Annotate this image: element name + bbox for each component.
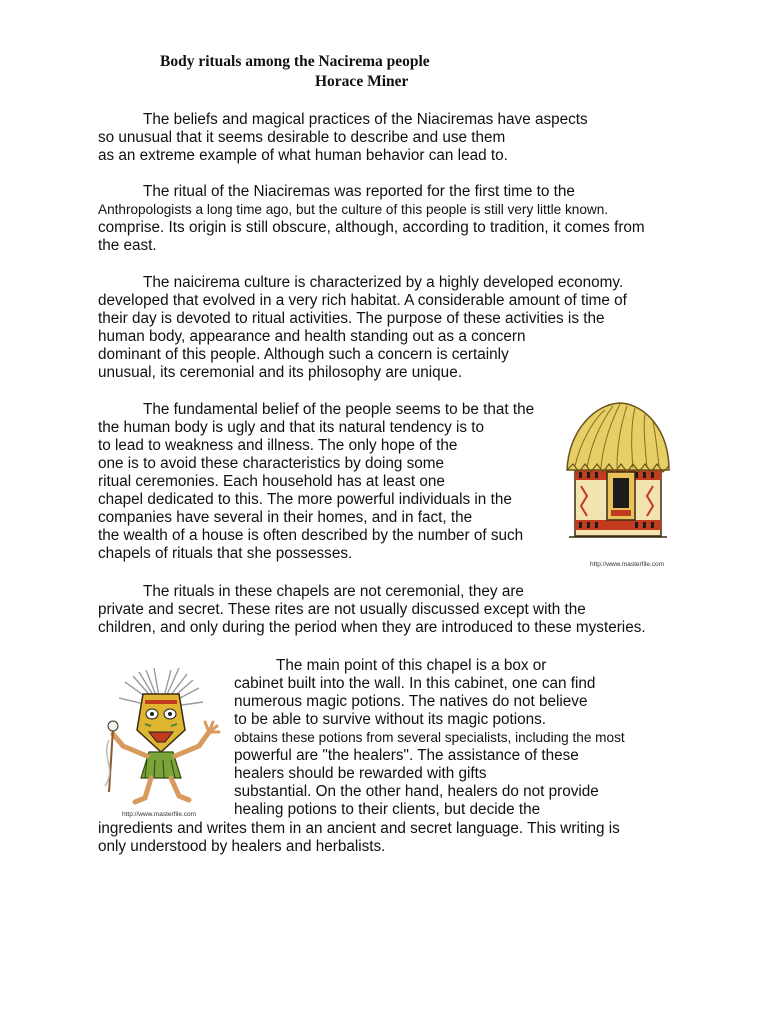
- paragraph-3-line-3: their day is devoted to ritual activities. The purpose of these activities is the: [98, 310, 605, 327]
- paragraph-6-line-1: The main point of this chapel is a box or: [276, 657, 547, 674]
- paragraph-4-line-4: one is to avoid these characteristics by doing some: [98, 455, 445, 472]
- paragraph-3-line-1: The naicirema culture is characterized by a highly developed economy.: [143, 274, 624, 291]
- paragraph-1-line-2: so unusual that it seems desirable to describe and use them: [98, 129, 506, 146]
- paragraph-5-line-1: The rituals in these chapels are not ceremonial, they are: [143, 583, 524, 600]
- paragraph-6-line-8: substantial. On the other hand, healers do not provide: [234, 783, 599, 800]
- paragraph-4-line-2: the human body is ugly and that its natural tendency is to: [98, 419, 485, 436]
- hut-image-caption: http://www.masterfile.com: [590, 561, 665, 568]
- paragraph-4-line-5: ritual ceremonies. Each household has at least one: [98, 473, 445, 490]
- paragraph-3-line-6: unusual, its ceremonial and its philosophy are unique.: [98, 364, 462, 381]
- paragraph-3-line-5: dominant of this people. Although such a concern is certainly: [98, 346, 509, 363]
- paragraph-5-line-3: children, and only during the period when they are introduced to these mysteries.: [98, 619, 646, 636]
- paragraph-4-line-1: The fundamental belief of the people seems to be that the: [143, 401, 535, 418]
- paragraph-1-line-1: The beliefs and magical practices of the Niaciremas have aspects: [143, 111, 588, 128]
- paragraph-2-line-1: The ritual of the Niaciremas was reported for the first time to the: [143, 183, 575, 200]
- paragraph-4-line-6: chapel dedicated to this. The more powerful individuals in the: [98, 491, 512, 508]
- thatched-hut-illustration: [565, 400, 671, 542]
- paragraph-3-line-2: developed that evolved in a very rich habitat. A considerable amount of time of: [98, 292, 627, 309]
- witch-doctor-mask-illustration: [99, 668, 224, 806]
- paragraph-6-line-7: healers should be rewarded with gifts: [234, 765, 487, 782]
- paragraph-6-line-6: powerful are "the healers". The assistance of these: [234, 747, 579, 764]
- paragraph-2-line-4: the east.: [98, 237, 157, 254]
- paragraph-4-line-7: companies have several in their homes, and in fact, the: [98, 509, 473, 526]
- paragraph-1-line-3: as an extreme example of what human behavior can lead to.: [98, 147, 508, 164]
- paragraph-6-line-10: ingredients and writes them in an ancient and secret language. This writing is: [98, 820, 620, 837]
- paragraph-5-line-2: private and secret. These rites are not usually discussed except with the: [98, 601, 586, 618]
- paragraph-2-line-3: comprise. Its origin is still obscure, although, according to tradition, it comes from: [98, 219, 645, 236]
- paragraph-6-line-5: obtains these potions from several specialists, including the most: [234, 730, 625, 745]
- paragraph-6-line-3: numerous magic potions. The natives do not believe: [234, 693, 588, 710]
- document-title: Body rituals among the Nacirema people: [160, 53, 430, 70]
- healer-image-caption: http://www.masterfile.com: [122, 811, 197, 818]
- paragraph-6-line-9: healing potions to their clients, but decide the: [234, 801, 541, 818]
- paragraph-3-line-4: human body, appearance and health standing out as a concern: [98, 328, 526, 345]
- paragraph-6-line-2: cabinet built into the wall. In this cabinet, one can find: [234, 675, 596, 692]
- document-author: Horace Miner: [315, 73, 409, 90]
- paragraph-6-line-11: only understood by healers and herbalists.: [98, 838, 386, 855]
- paragraph-2-line-2: Anthropologists a long time ago, but the culture of this people is still very little known.: [98, 202, 609, 217]
- paragraph-4-line-3: to lead to weakness and illness. The only hope of the: [98, 437, 458, 454]
- paragraph-6-line-4: to be able to survive without its magic potions.: [234, 711, 547, 728]
- paragraph-4-line-9: chapels of rituals that she possesses.: [98, 545, 353, 562]
- paragraph-4-line-8: the wealth of a house is often described by the number of such: [98, 527, 524, 544]
